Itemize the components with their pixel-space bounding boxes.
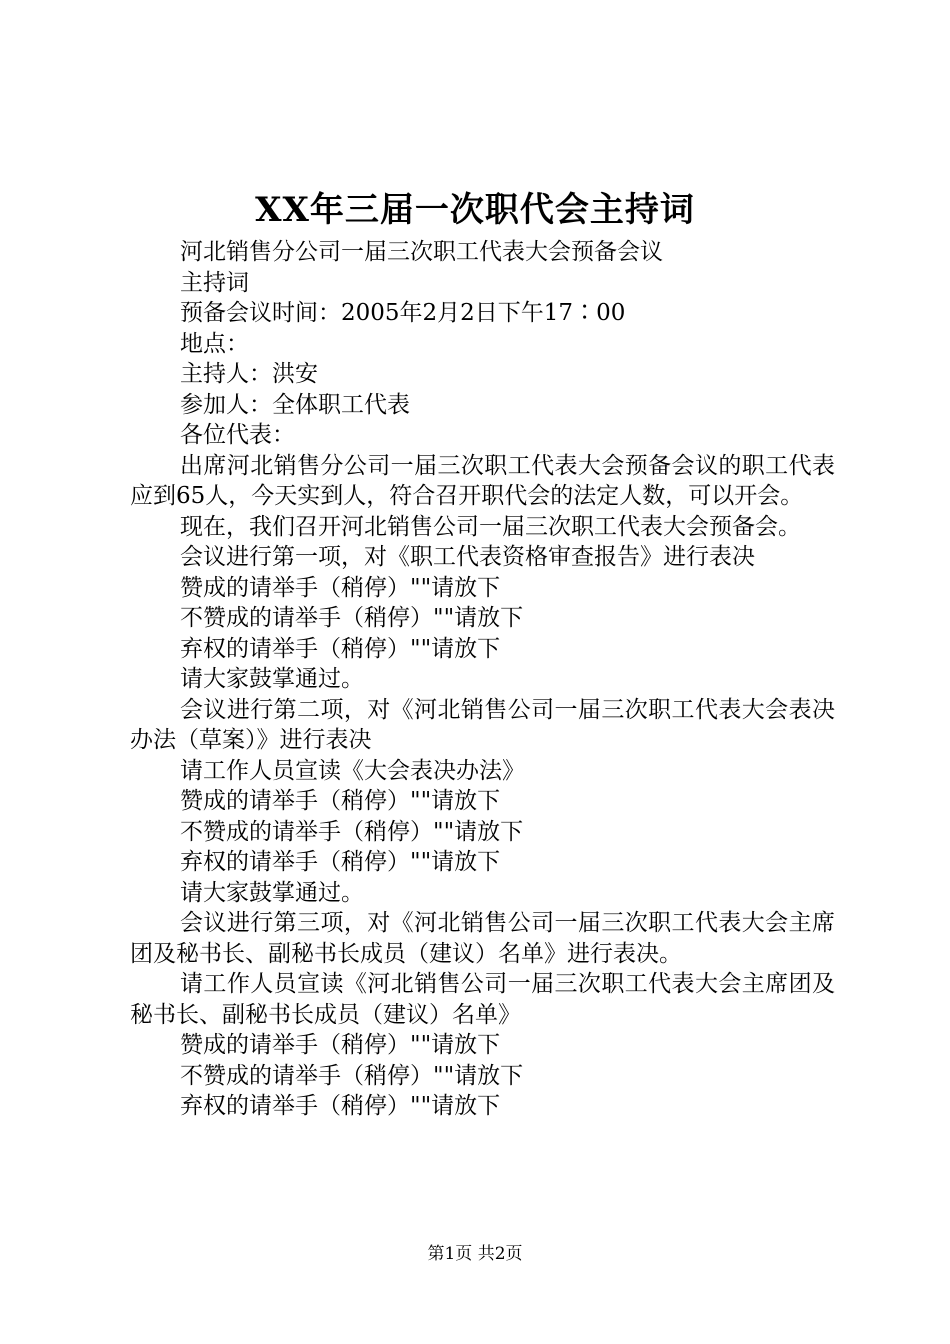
paragraph: 请工作人员宣读《河北销售公司一届三次职工代表大会主席团及秘书长、副秘书长成员（建议）名单》 [130, 971, 835, 1028]
paragraph: 会议进行第二项，对《河北销售公司一届三次职工代表大会表决办法（草案）》进行表决 [130, 696, 835, 753]
paragraph: 弃权的请举手（稍停）""请放下 [180, 1093, 501, 1119]
paragraph: 赞成的请举手（稍停）""请放下 [180, 574, 501, 601]
paragraph: 会议进行第一项，对《职工代表资格审查报告》进行表决 [180, 544, 755, 570]
paragraph: 现在，我们召开河北销售公司一届三次职工代表大会预备会。 [180, 513, 801, 540]
paragraph: 出席河北销售分公司一届三次职工代表大会预备会议的职工代表应到65人，今天实到人，符合召开职代会的法定人数，可以开会。 [130, 452, 835, 509]
paragraph: 参加人：全体职工代表 [180, 391, 410, 418]
paragraph: 预备会议时间：2005年2月2日下午17∶00 [180, 300, 626, 326]
paragraph: 不赞成的请举手（稍停）""请放下 [180, 818, 524, 845]
paragraph: 请大家鼓掌通过。 [180, 879, 364, 906]
paragraph: 弃权的请举手（稍停）""请放下 [180, 635, 501, 662]
paragraph: 不赞成的请举手（稍停）""请放下 [180, 605, 524, 631]
paragraph: 主持词 [180, 269, 249, 296]
paragraph: 主持人：洪安 [180, 361, 318, 387]
paragraph: 请工作人员宣读《大会表决办法》 [180, 757, 525, 784]
paragraph: 各位代表： [180, 422, 295, 448]
page-footer: 第1页 共2页 [427, 1244, 523, 1264]
paragraph: 河北销售分公司一届三次职工代表大会预备会议 [180, 239, 663, 265]
document-title: XX年三届一次职代会主持词 [255, 190, 695, 230]
document-body [130, 237, 835, 1122]
paragraph: 赞成的请举手（稍停）""请放下 [180, 788, 501, 814]
paragraph: 不赞成的请举手（稍停）""请放下 [180, 1062, 524, 1089]
paragraph: 会议进行第三项，对《河北销售公司一届三次职工代表大会主席团及秘书长、副秘书长成员（建议）名单》进行表决。 [130, 910, 835, 967]
paragraph: 弃权的请举手（稍停）""请放下 [180, 849, 501, 875]
paragraph: 赞成的请举手（稍停）""请放下 [180, 1032, 501, 1058]
paragraph: 地点： [180, 330, 249, 357]
paragraph: 请大家鼓掌通过。 [180, 666, 364, 692]
